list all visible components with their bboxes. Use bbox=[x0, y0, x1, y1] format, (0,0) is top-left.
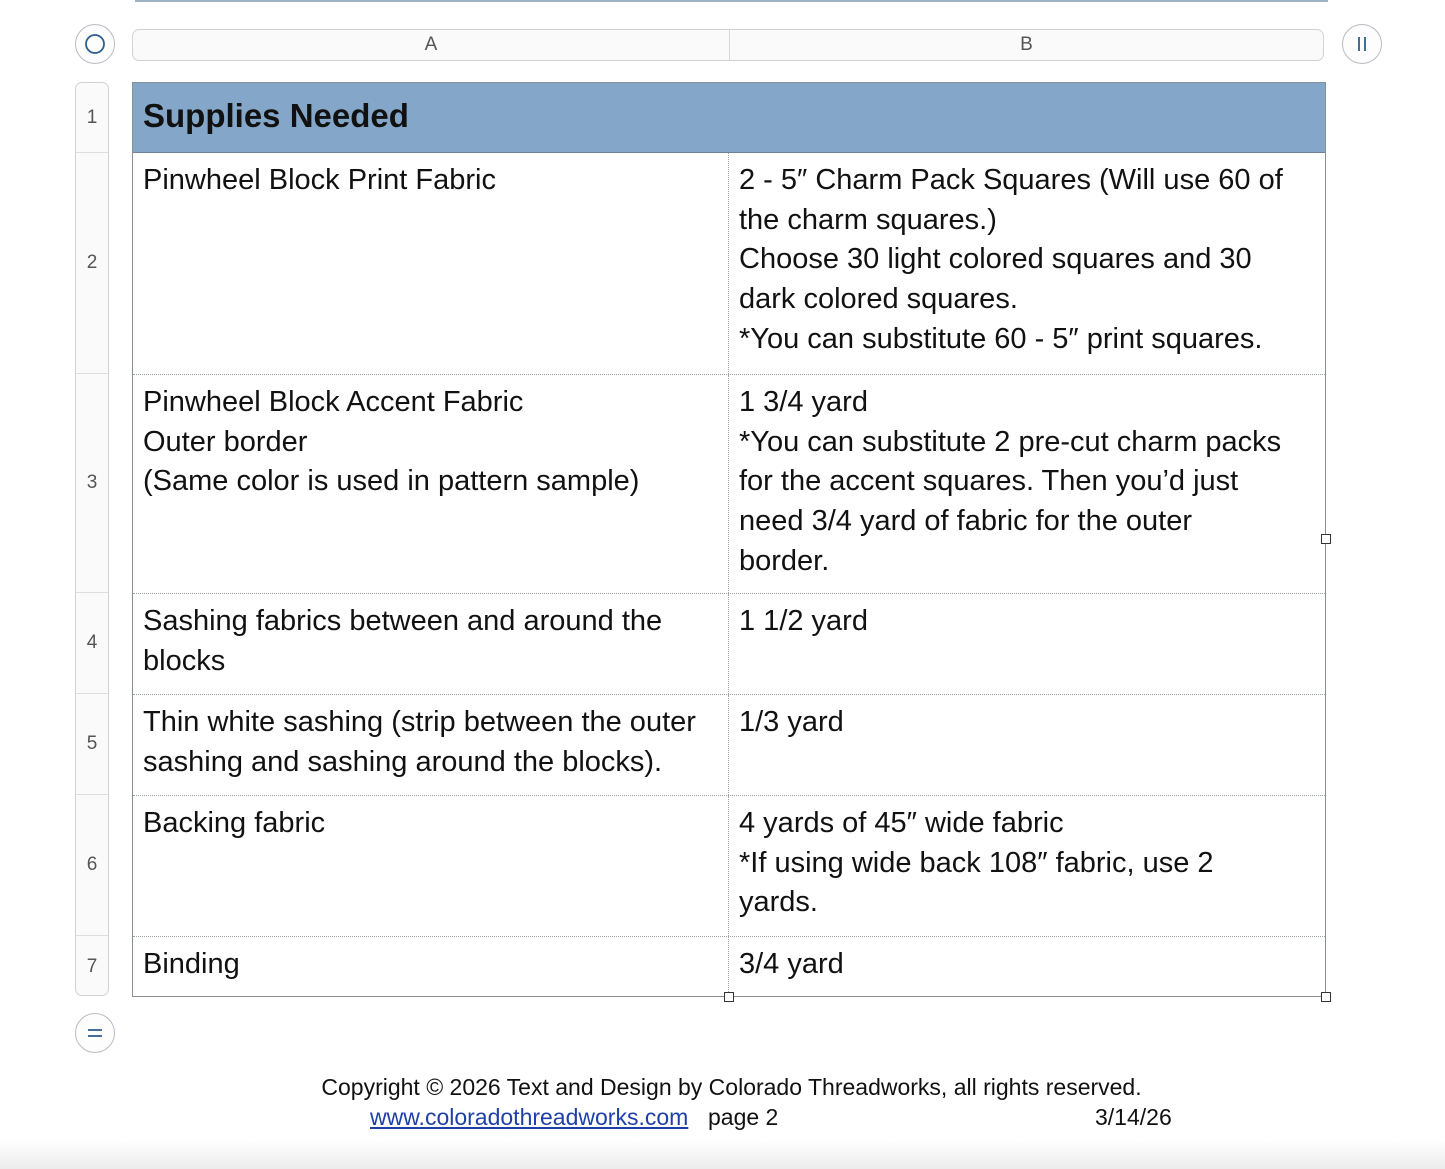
table-row bbox=[133, 694, 1325, 795]
row-header-1[interactable]: 1 bbox=[76, 83, 108, 153]
row-header-2[interactable]: 2 bbox=[76, 153, 108, 374]
footer-page-number: page 2 bbox=[708, 1104, 779, 1130]
equals-icon bbox=[84, 1022, 106, 1044]
resize-handle-right[interactable] bbox=[1321, 534, 1331, 544]
top-rule bbox=[135, 0, 1328, 2]
footer-date: 3/14/26 bbox=[1095, 1104, 1172, 1130]
cell-b3[interactable]: 1 3/4 yard *You can substitute 2 pre-cut charm packs for the accent squares. Then you’d just need 3/4 yard of fabric for the outer border. bbox=[739, 386, 1282, 577]
supplies-table bbox=[132, 82, 1326, 997]
column-header-b[interactable]: B bbox=[1020, 34, 1033, 55]
row-header-bar bbox=[75, 82, 109, 996]
resize-handle-bottom[interactable] bbox=[724, 992, 734, 1002]
cell-a2[interactable]: Pinwheel Block Print Fabric bbox=[133, 153, 729, 374]
table-row bbox=[133, 936, 1325, 996]
cell-b6[interactable]: 4 yards of 45″ wide fabric *If using wide back 108″ fabric, use 2 yards. bbox=[739, 807, 1214, 919]
cell-b5[interactable]: 1/3 yard bbox=[739, 706, 844, 738]
cell-b7[interactable]: 3/4 yard bbox=[739, 948, 844, 980]
table-row bbox=[133, 153, 1325, 374]
cell-a7[interactable]: Binding bbox=[133, 937, 729, 996]
row-header-3[interactable]: 3 bbox=[76, 374, 108, 593]
bottom-shade bbox=[0, 1140, 1445, 1169]
row-header-5[interactable]: 5 bbox=[76, 694, 108, 795]
table-row bbox=[133, 374, 1325, 593]
cell-a3[interactable]: Pinwheel Block Accent Fabric Outer border (Same color is used in pattern sample) bbox=[133, 375, 729, 593]
row-header-7[interactable]: 7 bbox=[86, 955, 98, 977]
cell-a5[interactable]: Thin white sashing (strip between the outer sashing and sashing around the blocks). bbox=[133, 695, 729, 795]
resize-handle-corner[interactable] bbox=[1321, 992, 1331, 1002]
footer-website-link[interactable]: www.coloradothreadworks.com bbox=[370, 1104, 689, 1130]
cell-b1[interactable] bbox=[729, 83, 1325, 152]
row-header-4[interactable]: 4 bbox=[76, 593, 108, 694]
column-header-bar bbox=[132, 29, 1324, 61]
cell-a1[interactable]: Supplies Needed bbox=[143, 97, 409, 134]
column-handle-button[interactable] bbox=[1342, 24, 1382, 64]
footer-copyright: Copyright © 2026 Text and Design by Colorado Threadworks, all rights reserved. bbox=[321, 1074, 1142, 1100]
cell-b4[interactable]: 1 1/2 yard bbox=[739, 605, 868, 637]
double-bar-icon bbox=[1351, 33, 1373, 55]
table-row bbox=[133, 593, 1325, 694]
select-table-button[interactable] bbox=[75, 24, 115, 64]
cell-a4[interactable]: Sashing fabrics between and around the blocks bbox=[133, 594, 729, 694]
table-row bbox=[133, 83, 1325, 153]
cell-a6[interactable]: Backing fabric bbox=[133, 796, 729, 936]
table-row bbox=[133, 795, 1325, 936]
circle-icon bbox=[84, 33, 106, 55]
row-handle-button[interactable] bbox=[75, 1013, 115, 1053]
cell-b2[interactable]: 2 - 5″ Charm Pack Squares (Will use 60 of the charm squares.) Choose 30 light colored squares and 30 dark colored squares. *You can substitute 60 - 5″ print squares. bbox=[739, 164, 1283, 355]
column-header-a[interactable]: A bbox=[133, 30, 730, 60]
row-header-6[interactable]: 6 bbox=[76, 795, 108, 936]
